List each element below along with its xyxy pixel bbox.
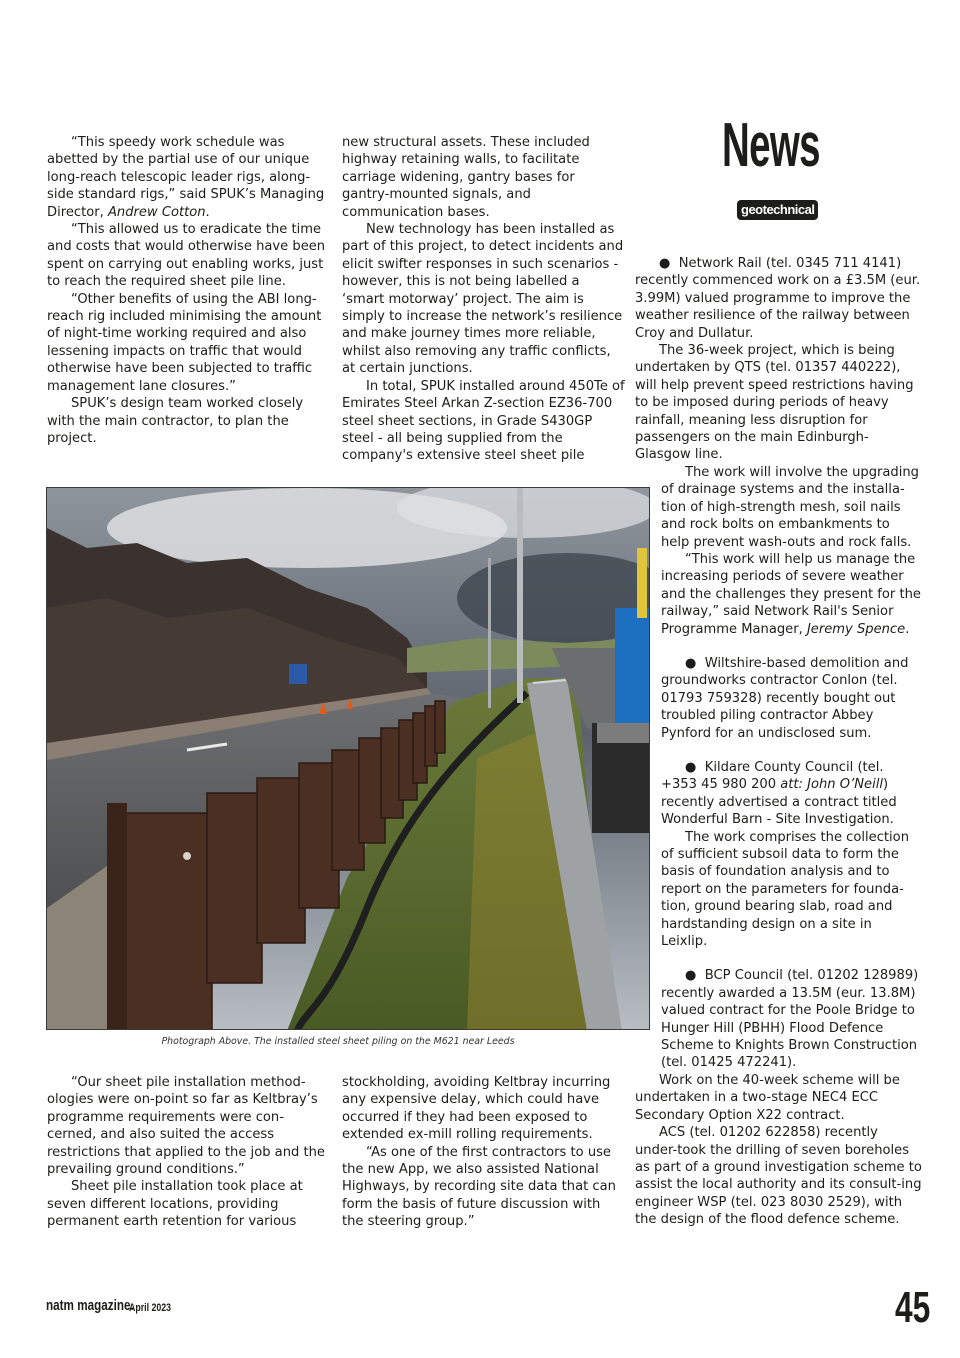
article-column-5 bbox=[342, 1074, 625, 1231]
article-column-4 bbox=[47, 1074, 329, 1231]
paragraph: “Other benefits of using the ABI long-reach rig included minimising the amount of night-time working required and also lessening impacts on traffic that would otherwise have been subjected to traffic management lane closures.” bbox=[47, 291, 322, 394]
photo-caption: Photograph Above. The installed steel sheet piling on the M621 near Leeds bbox=[161, 1036, 515, 1047]
category-badge: geotechnical bbox=[737, 200, 818, 220]
article-photo bbox=[46, 487, 650, 1030]
sheet-piling-photo bbox=[47, 488, 650, 1030]
paragraph: ACS (tel. 01202 622858) recently under-took the drilling of seven boreholes as part of a ground investigation scheme to assist the local authority and its consult-ing engineer WSP (tel. 023 8030 2529), with the design of the flood defence scheme. bbox=[635, 1125, 922, 1228]
news-text: Kildare County Council (tel. +353 45 980 200 bbox=[661, 759, 884, 793]
paragraph: New technology has been installed as part of this project, to detect incidents and elicit swifter responses in such scenarios - however, this is not being labelled a ‘smart motorway’ project. The aim is simply to increase the network’s resilience and make journey times more reliable, whilst also removing any traffic conflicts, at certain junctions. bbox=[342, 222, 624, 377]
paragraph: Work on the 40-week scheme will be undertaken in a two-stage NEC4 ECC Secondary Option X22 contract. bbox=[635, 1072, 900, 1123]
news-item-conlon: ● Wiltshire-based demolition and groundworks contractor Conlon (tel. 01793 759328) recently bought out troubled piling contractor Abbey Pynford for an undisclosed sum. bbox=[661, 655, 922, 742]
news-text: ) recently advertised a contract titled Wonderful Barn - Site Investigation. bbox=[661, 777, 897, 828]
paragraph: SPUK’s design team worked closely with the main contractor, to plan the project. bbox=[47, 396, 304, 446]
news-item-network-rail: ● Network Rail (tel. 0345 711 4141) recently commenced work on a £3.5M (eur. 3.99M) valued programme to improve the weather resilience of the railway between Croy and Dullatur. bbox=[635, 255, 922, 342]
magazine-name: natm magazine. bbox=[46, 1297, 134, 1314]
news-item-kildare bbox=[661, 759, 922, 829]
paragraph bbox=[661, 551, 922, 638]
person-name: Andrew Cotton bbox=[107, 204, 206, 220]
paragraph: stockholding, avoiding Keltbray incurring any expensive delay, which could have occurred if they had been exposed to extended ex-mill rolling requirements. bbox=[342, 1075, 611, 1143]
paragraph: The 36-week project, which is being undertaken by QTS (tel. 01357 440222), will help prevent speed restrictions having to be imposed during periods of heavy rainfall, meaning less disruption for passengers on the main Edinburgh-Glasgow line. bbox=[635, 343, 914, 463]
contact-name: att: John O’Neill bbox=[780, 777, 883, 793]
news-item-bcp: ● BCP Council (tel. 01202 128989) recently awarded a 13.5M (eur. 13.8M) valued contract for the Poole Bridge to Hunger Hill (PBHH) Flood Defence Scheme to Knights Brown Construction (tel. 01425 472241). bbox=[661, 967, 922, 1071]
paragraph bbox=[47, 134, 329, 221]
paragraph: “As one of the first contractors to use the new App, we also assisted National Highways, by recording site data that can form the basis of future discussion with the steering group.” bbox=[342, 1144, 616, 1230]
section-title: News bbox=[722, 111, 820, 180]
paragraph: Sheet pile installation took place at seven different locations, providing permanent earth retention for various bbox=[47, 1179, 303, 1230]
paragraph: “This allowed us to eradicate the time and costs that would otherwise have been spent on carrying out enabling works, just to reach the required sheet pile line. bbox=[47, 222, 326, 290]
quote-text: “This work will help us manage the increasing periods of severe weather and the challenges they present for the railway,” said Network Rail's Senior Programme Manager, bbox=[661, 551, 921, 637]
paragraph: new structural assets. These included highway retaining walls, to facilitate carriage widening, gantry bases for gantry-mounted signals, and communication bases. bbox=[342, 135, 590, 220]
punctuation: . bbox=[205, 204, 210, 220]
article-column-1 bbox=[47, 134, 329, 447]
news-column bbox=[635, 255, 922, 1229]
paragraph: The work comprises the collection of sufficient subsoil data to form the basis of foundation analysis and to report on the parameters for founda-tion, ground bearing slab, road and hardstanding design on a site in Leixlip. bbox=[661, 829, 909, 950]
paragraph: In total, SPUK installed around 450Te of Emirates Steel Arkan Z-section EZ36-700 steel sheet sections, in Grade S430GP steel - all being supplied from the company's extensive steel sheet pile bbox=[342, 378, 625, 464]
article-column-2 bbox=[342, 134, 625, 465]
paragraph: The work will involve the upgrading of drainage systems and the installa-tion of high-strength mesh, soil nails and rock bolts on embankments to help prevent wash-outs and rock falls. bbox=[661, 464, 919, 550]
quote-text: “This speedy work schedule was abetted by the partial use of our unique long-reach telescopic leader rigs, along-side standard rigs,” said SPUK’s Managing Director, bbox=[47, 135, 325, 220]
issue-date: April 2023 bbox=[129, 1302, 172, 1314]
punctuation: . bbox=[905, 621, 910, 637]
page-number: 45 bbox=[895, 1283, 931, 1332]
paragraph: “Our sheet pile installation method-ologies were on-point so far as Keltbray’s programme requirements were con-cerned, and also suited the access restrictions that applied to the job and the prevailing ground conditions.” bbox=[47, 1075, 325, 1178]
person-name: Jeremy Spence bbox=[806, 621, 906, 637]
